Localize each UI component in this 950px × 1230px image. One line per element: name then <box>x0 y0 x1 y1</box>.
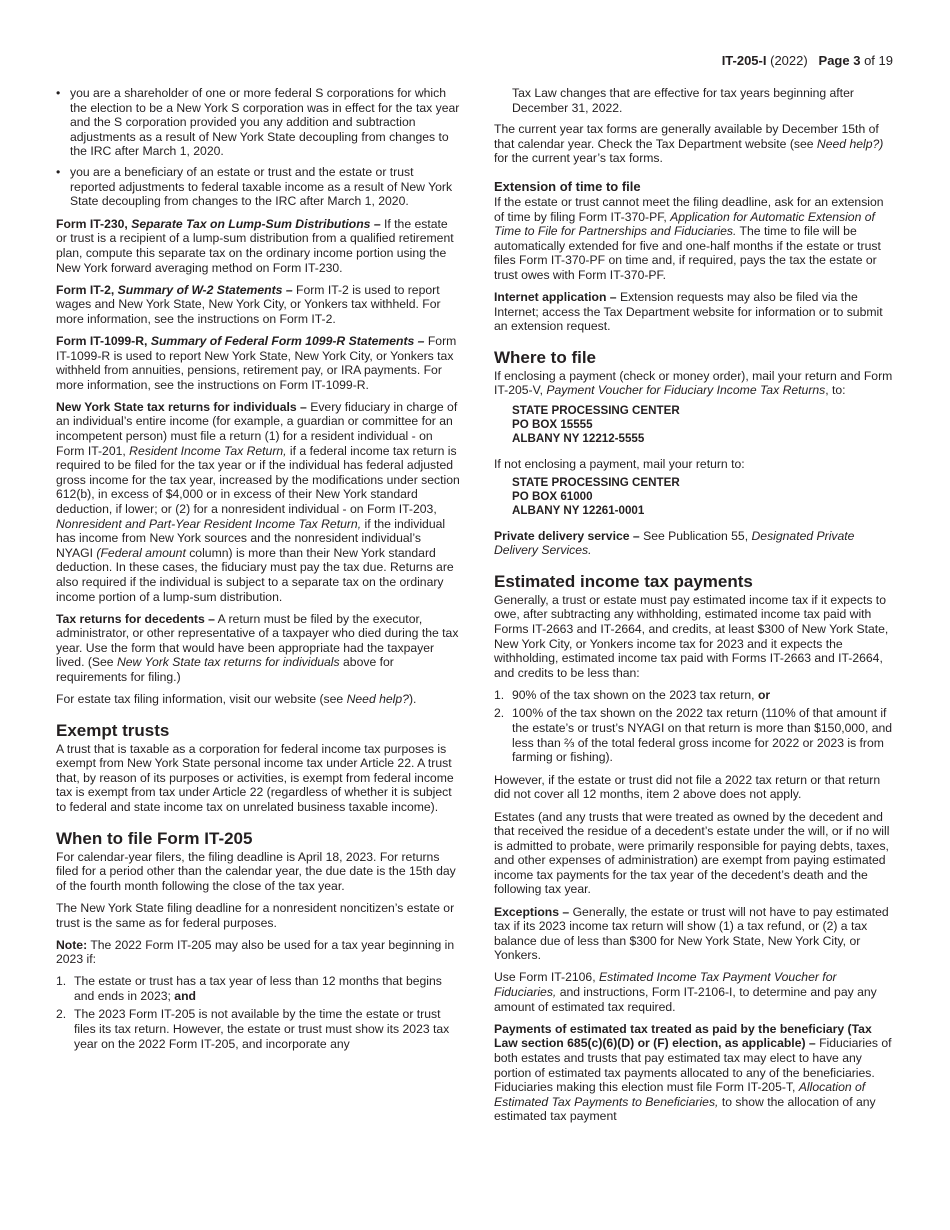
estimated-tax-paragraph-2: However, if the estate or trust did not file a 2022 tax return or that return did not cover all 12 months, item 2 above does not apply. <box>494 772 881 802</box>
list-text: 100% of the tax shown on the 2022 tax return (110% of that amount if the estate’s or trust’s NYAGI on that return is more than $150,000, and less than ⅔ of the total federal gross income for 2022 or 2023 is from farming or fishing). <box>512 706 893 765</box>
list-bold: and <box>174 988 196 1003</box>
estate-text-1: For estate tax filing information, visit our website (see <box>56 692 347 707</box>
page-total: of 19 <box>864 53 893 68</box>
exceptions-paragraph <box>494 905 897 963</box>
beneficiary-text-2: to show the allocation of any estimated tax payment <box>494 1094 876 1124</box>
it2-text: Form IT-2 is used to report wages and New York State, New York City, or Yonkers tax withheld. For more information, see the instructions on Form IT-2. <box>56 282 441 326</box>
note-paragraph <box>56 938 461 967</box>
address-line: STATE PROCESSING CENTER <box>512 404 680 417</box>
nys-text-3: if the individual has income from New York sources and the nonresident individual’s NYAGI <box>56 516 446 560</box>
beneficiary-payments-paragraph <box>494 1022 897 1124</box>
decedents-lead: Tax returns for decedents – <box>56 611 215 626</box>
it2-lead: Form IT-2, <box>56 282 115 297</box>
estimated-tax-paragraph-1: Generally, a trust or estate must pay estimated income tax if it expects to owe, after subtracting any withholding, estimated income tax paid with Forms IT-2663 and IT-2664, and credits, at least $300 of New York State, New York City, or Yonkers income tax for 2023 and it expects the withholding, estimated income tax paid with Forms IT-2663 and IT-2664, and credits to be less than: <box>494 592 889 680</box>
list-number: 1. <box>56 974 67 989</box>
form-year: (2022) <box>770 53 808 68</box>
beneficiary-text-1: Fiduciaries of both estates and trusts that pay estimated tax may elect to have any portion of estimated tax payments allocated to any of the beneficiaries. Fiduciaries making this election must file Form IT-205-T, <box>494 1036 892 1095</box>
extension-italic: Application for Automatic Extension of Time to File for Partnerships and Fiduciaries. <box>494 209 875 239</box>
it1099-lead: Form IT-1099-R, <box>56 333 148 348</box>
where-to-file-heading: Where to file <box>494 347 597 367</box>
beneficiary-payments-lead: Payments of estimated tax treated as paid by the beneficiary (Tax Law section 685(c)(6)(D) or (F) election, as applicable) – <box>494 1021 872 1051</box>
left-column <box>56 86 461 1059</box>
address-line: PO BOX 15555 <box>512 418 593 431</box>
payment-address-block <box>512 404 897 446</box>
right-column <box>494 86 897 1131</box>
estate-text-2: ). <box>408 692 417 707</box>
it2106-text-1: Use Form IT-2106, <box>494 970 599 985</box>
where-italic: Payment Voucher for Fiduciary Income Tax Returns <box>546 383 826 398</box>
note-text: The 2022 Form IT-205 may also be used for a tax year beginning in 2023 if: <box>56 937 455 967</box>
when-to-file-paragraph-1: For calendar-year filers, the filing deadline is April 18, 2023. For returns filed for a period other than the calendar year, the due date is the 15th day of the fourth month following the close of the tax year. <box>56 849 456 893</box>
address-line: PO BOX 61000 <box>512 489 593 503</box>
address-line: ALBANY NY 12212-5555 <box>512 432 645 445</box>
it1099-paragraph <box>56 334 461 392</box>
internet-lead: Internet application – <box>494 290 617 305</box>
nys-italic-1: Resident Income Tax Return, <box>129 443 287 458</box>
it1099-title: Summary of Federal Form 1099-R Statements – <box>150 333 425 348</box>
decedents-text-1: A return must be filed by the executor, administrator, or other representative of a taxpayer who died during the tax year. Use the form that would have been appropriate had the taxpayer lived. (See <box>56 611 459 670</box>
forms-availability-paragraph <box>494 122 897 166</box>
address-line: STATE PROCESSING CENTER <box>512 475 680 489</box>
nys-text-4: column) is more than their New York standard deduction. In these cases, the fiduciary must pay the tax due. Returns are also required if the individual is subject to a separate tax on the ordinary income portion of a lump-sum distribution. <box>56 545 454 604</box>
when-to-file-heading: When to file Form IT-205 <box>56 828 253 848</box>
need-help-reference: Need help? <box>346 692 409 707</box>
estimated-tax-paragraph-3: Estates (and any trusts that were treated as owned by the decedent and that received the residue of a decedent’s estate under the will, or if no will is admitted to probate, were primarily responsible for paying debts, taxes, and other expenses of administration) are exempt from paying estimated income tax payments for the tax year of the decedent’s death and the following tax year. <box>494 809 890 897</box>
list-text: 90% of the tax shown on the 2023 tax return, <box>512 687 758 702</box>
private-delivery-italic: Designated Private Delivery Services. <box>494 528 855 558</box>
forms-text-1: The current year tax forms are generally available by December 15th of that calendar year. Check the Tax Department website (see <box>494 122 879 151</box>
private-delivery-lead: Private delivery service – <box>494 528 640 543</box>
decedents-text-2: above for requirements for filing.) <box>56 655 394 684</box>
page-header <box>722 53 893 69</box>
bullet-item: • you are a beneficiary of an estate or trust and the estate or trust reported adjustments to federal taxable income as a result of New York State decoupling from changes to the IRC after March 1, 2020. <box>56 165 461 209</box>
list-text: The 2023 Form IT-205 is not available by the time the estate or trust files its tax return. However, the estate or trust must show its 2023 tax year on the 2022 Form IT-205, and incorporate any <box>74 1007 450 1051</box>
it230-text: If the estate or trust is a recipient of a lump-sum distribution from a qualified retirement plan, compute this separate tax on the ordinary income portion using the New York forward averaging method on Form IT-230. <box>56 216 454 275</box>
nys-text-1: Every fiduciary in charge of an individual’s entire income (for example, a guardian or committee for an incompetent person) must file a return (1) for a resident individual - on Form IT-201, <box>56 399 458 458</box>
nys-italic-2: Nonresident and Part-Year Resident Income Tax Return, <box>56 516 362 531</box>
estimated-tax-list <box>494 688 897 765</box>
extension-text-2: The time to file will be automatically extended for five and one-half months if the estate or trust files Form IT-370-PF on time and, if required, pays the tax the estate or trust owes with Form IT-370-PF. <box>494 224 881 282</box>
exempt-trusts-heading: Exempt trusts <box>56 720 170 740</box>
need-help-reference: Need help?) <box>816 136 884 151</box>
list-item <box>56 1007 461 1051</box>
private-delivery-paragraph <box>494 529 897 558</box>
continued-list-text: Tax Law changes that are effective for tax years beginning after December 31, 2022. <box>512 86 854 115</box>
address-line: ALBANY NY 12261-0001 <box>512 503 645 517</box>
it2106-text-2: and instructions, Form IT-2106-I, to determine and pay any amount of estimated tax required. <box>494 985 877 1014</box>
nys-text-2: if a federal income tax return is required to be filed for the tax year or if the individual has federal adjusted gross income for the tax year, increased by the modifications under section 612(b), in excess of $4,000 or in excess of their New York standard deduction, if lower; or (2) for a nonresident individual - on Form IT-203, <box>56 443 460 516</box>
beneficiary-italic: Allocation of Estimated Tax Payments to Beneficiaries, <box>494 1080 866 1109</box>
page-number: Page 3 <box>818 53 861 68</box>
nys-returns-lead: New York State tax returns for individuals – <box>56 399 307 414</box>
internet-application-paragraph <box>494 290 897 334</box>
exceptions-text: Generally, the estate or trust will not have to pay estimated tax if its 2023 income tax return will show (1) a tax refund, or (2) a tax balance due of less than $300 for New York State, New York City, or Yonkers. <box>494 904 889 963</box>
bullet-item: • you are a shareholder of one or more federal S corporations for which the election to be a New York S corporation was in effect for the tax year and the S corporation provided you any addition and subtraction adjustments as a result of New York State decoupling from changes to the IRC after March 1, 2020. <box>56 86 461 159</box>
list-number: 2. <box>56 1007 67 1022</box>
s-corp-bullet-list <box>56 86 461 209</box>
it230-paragraph <box>56 217 461 275</box>
form-number: IT-205-I <box>721 53 767 68</box>
private-delivery-text: See Publication 55, <box>639 528 752 543</box>
estate-tax-paragraph <box>56 692 461 707</box>
extension-paragraph <box>494 195 897 283</box>
extension-heading: Extension of time to file <box>494 178 641 194</box>
note-list <box>56 974 461 1051</box>
no-payment-paragraph: If not enclosing a payment, mail your return to: <box>494 457 745 471</box>
when-to-file-paragraph-2: The New York State filing deadline for a nonresident noncitizen’s estate or trust is the same as for federal purposes. <box>56 900 455 930</box>
internet-text: Extension requests may also be filed via the Internet; access the Tax Department website for information or to submit an extension request. <box>494 290 883 334</box>
list-number: 2. <box>494 706 505 721</box>
list-item <box>56 974 461 1003</box>
list-number: 1. <box>494 687 505 702</box>
list-item <box>494 688 897 703</box>
it2-paragraph <box>56 283 461 327</box>
decedents-italic: New York State tax returns for individuals <box>116 655 340 670</box>
exceptions-lead: Exceptions – <box>494 904 570 919</box>
it2-title: Summary of W-2 Statements – <box>117 282 293 297</box>
nys-italic-3: (Federal amount <box>96 545 186 560</box>
no-payment-address-block <box>512 476 897 518</box>
it1099-text: Form IT-1099-R is used to report New York State, New York City, or Yonkers tax withheld from annuities, pensions, retirement pay, or IRA payments. For more information, see the instructions on Form IT-1099-R. <box>56 333 457 392</box>
exempt-trusts-paragraph: A trust that is taxable as a corporation for federal income tax purposes is exempt from New York State personal income tax under Article 22. A trust that, by reason of its purposes or activities, is exempt from federal income tax is exempt from tax under Article 22 (regardless of whether it is subject to federal and state income tax on unrelated business taxable income). <box>56 741 454 815</box>
extension-text-1: If the estate or trust cannot meet the filing deadline, ask for an extension of time by filing Form IT-370-PF, <box>494 194 884 224</box>
where-to-file-paragraph <box>494 369 897 398</box>
list-item <box>494 706 897 764</box>
list-bold: or <box>757 687 771 702</box>
nys-returns-paragraph <box>56 400 461 604</box>
it230-title: Separate Tax on Lump-Sum Distributions – <box>131 216 381 231</box>
where-text-1: If enclosing a payment (check or money order), mail your return and Form IT-205-V, <box>494 368 893 398</box>
note-lead: Note: <box>56 937 88 952</box>
forms-text-2: for the current year’s tax forms. <box>494 151 663 166</box>
estimated-tax-heading: Estimated income tax payments <box>494 571 753 591</box>
list-text: The estate or trust has a tax year of less than 12 months that begins and ends in 2023; <box>74 974 442 1003</box>
form-it2106-paragraph <box>494 970 897 1014</box>
it230-lead: Form IT-230, <box>56 216 128 231</box>
it2106-italic: Estimated Income Tax Payment Voucher for Fiduciaries, <box>494 970 837 1000</box>
where-text-2: , to: <box>825 383 846 398</box>
decedents-paragraph <box>56 612 461 685</box>
